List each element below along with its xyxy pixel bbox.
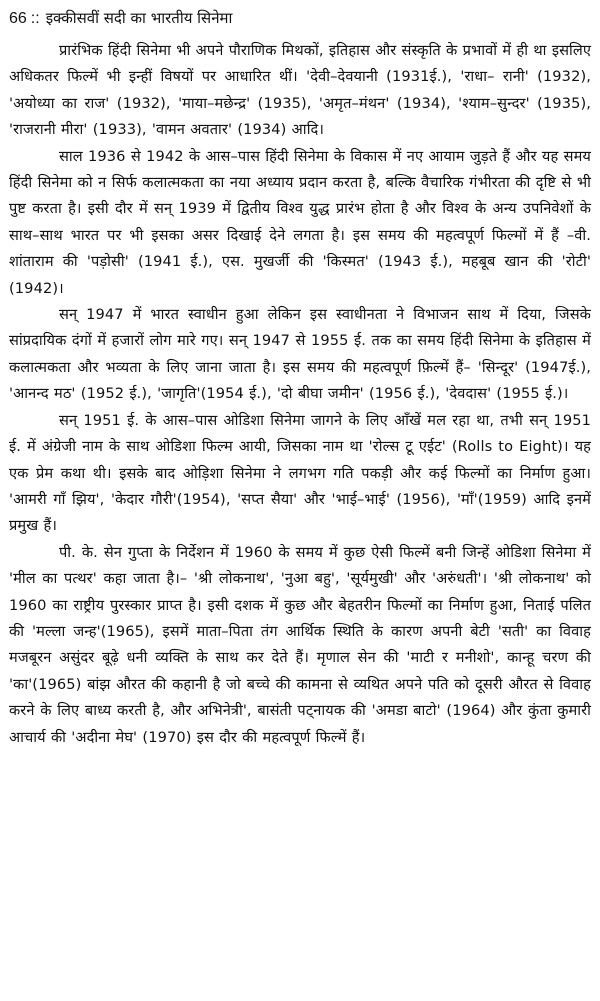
paragraph-1960s-odisha-films: पी. के. सेन गुप्ता के निर्देशन में 1960 के समय में कुछ ऐसी फिल्में बनी जिन्हें ओडिशा सिनेमा में 'मील का पत्थर' कहा जाता है।– 'श्री लोकनाथ', 'नुआ बहु', 'सूर्यमुखी' और 'अरुंधती'। 'श्री लोकनाथ' को 1960 का राष्ट्रीय पुरस्कार प्राप्त है। इसी दशक में कुछ और बेहतरीन फिल्मों का निर्माण हुआ, निताई पलित की 'मल्ला जन्ह'(1965), इसमें माता–पिता तंग आर्थिक स्थिति के कारण अपनी बेटी 'सती' का विवाह मजबूरन असुंदर बूढ़े धनी व्यक्ति के साथ कर देते हैं। मृणाल सेन की 'माटी र मनीशो', कान्हू चरण की 'का'(1965) बांझ औरत की कहानी है जो बच्चे की कामना से व्यथित अपने पति को दूसरी औरत से विवाह करने के लिए बाध्य करती है, और अभिनेत्री', बासंती पट्नायक की 'अमडा बाटो' (1964) और कुंता कुमारी आचार्य की 'अदीना मेघ' (1970) इस दौर की महत्वपूर्ण फिल्में हैं। <box>9 543 591 746</box>
page-number: 66 <box>9 10 27 27</box>
book-title: इक्कीसवीं सदी का भारतीय सिनेमा <box>45 9 233 27</box>
paragraph-1936-1942-era: साल 1936 से 1942 के आस–पास हिंदी सिनेमा के विकास में नए आयाम जुड़ते हैं और यह समय हिंदी सिनेमा को न सिर्फ कलात्मकता का नया अध्याय प्रदान करता है, बल्कि वैचारिक गंभीरता की दृष्टि से भी पुष्ट करता है। इसी दौर में सन् 1939 में द्वितीय विश्व युद्ध प्रारंभ होता है और विश्व के अन्य उपनिवेशों के साथ–साथ भारत पर भी इसका असर दिखाई देने लगता है। इस समय की महत्वपूर्ण फिल्मों में हैं –वी. शांताराम की 'पड़ोसी' (1941 ई.), एस. मुखर्जी की 'किस्मत' (1943 ई.), महबूब खान की 'रोटी' (1942)। <box>9 147 591 297</box>
running-header <box>9 8 591 30</box>
paragraph-independence-era: सन् 1947 में भारत स्वाधीन हुआ लेकिन इस स्वाधीनता ने विभाजन साथ में दिया, जिसके सांप्रदायिक दंगों में हजारों लोग मारे गए। सन् 1947 से 1955 ई. तक का समय हिंदी सिनेमा के इतिहास में कलात्मकता और भव्यता के लिए जाना जाता है। इस समय की महत्वपूर्ण फ़िल्में हैं– 'सिन्दूर' (1947ई.), 'आनन्द मठ' (1952 ई.), 'जागृति'(1954 ई.), 'दो बीघा जमीन' (1956 ई.), 'देवदास' (1955 ई.)। <box>9 306 591 403</box>
paragraph-early-mythological-films: प्रारंभिक हिंदी सिनेमा भी अपने पौराणिक मिथकों, इतिहास और संस्कृति के प्रभावों में ही था इसलिए अधिकतर फिल्में भी इन्हीं विषयों पर आधारित थीं। 'देवी–देवयानी (1931ई.), 'राधा– रानी' (1932), 'अयोध्या का राज' (1932), 'माया–मछेन्द्र' (1935), 'अमृत–मंथन' (1934), 'श्याम–सुन्दर' (1935), 'राजरानी मीरा' (1933), 'वामन अवतार' (1934) आदि। <box>9 42 591 139</box>
header-separator: :: <box>30 10 40 27</box>
paragraph-odisha-cinema-beginnings: सन् 1951 ई. के आस–पास ओडिशा सिनेमा जागने के लिए आँखें मल रहा था, तभी सन् 1951 ई. में अंग्रेजी नाम के साथ ओडिशा फिल्म आयी, जिसका नाम था 'रोल्स टू एईट' (Rolls to Eight)। यह एक प्रेम कथा थी। इसके बाद ओड़िशा सिनेमा ने लगभग गति पकड़ी और कई फिल्मों का निर्माण हुआ। 'आमरी गाँ झिय', 'केदार गौरी'(1954), 'सप्त सैया' और 'भाई–भाई' (1956), 'माँ'(1959) आदि इनमें प्रमुख हैं। <box>9 411 591 535</box>
